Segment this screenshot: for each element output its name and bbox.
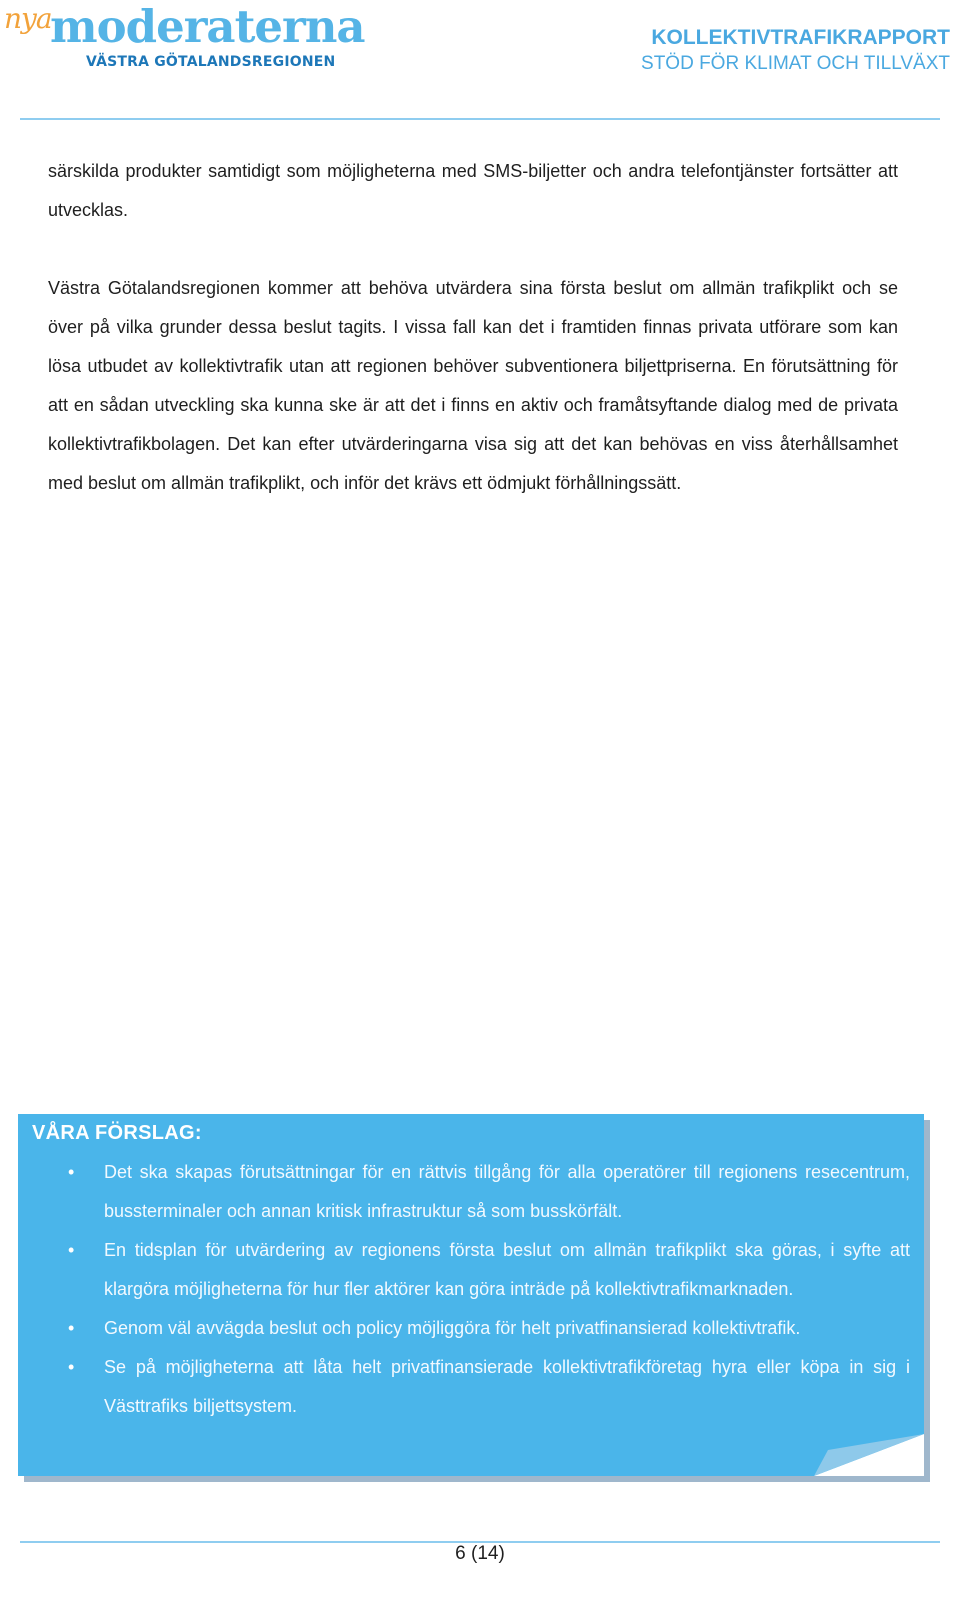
list-item	[32, 1153, 910, 1231]
proposal-text: Genom väl avvägda beslut och policy möjliggöra för helt privatfinansierad kollektivtrafik.	[104, 1318, 801, 1338]
page-number: 6 (14)	[455, 1543, 505, 1564]
bullet-icon: •	[68, 1162, 75, 1182]
bullet-icon: •	[68, 1357, 75, 1377]
logo-prefix: nya	[4, 2, 52, 35]
bullet-icon: •	[68, 1318, 75, 1338]
proposal-text: Se på möjligheterna att låta helt privatfinansierade kollektivtrafikföretag hyra eller köpa in sig i Västtrafiks biljettsystem.	[104, 1357, 910, 1416]
header-divider	[20, 118, 940, 120]
report-subtitle: STÖD FÖR KLIMAT OCH TILLVÄXT	[641, 53, 950, 74]
list-item	[32, 1348, 910, 1426]
report-title: KOLLEKTIVTRAFIKRAPPORT	[651, 26, 950, 49]
page-curl-corner	[814, 1434, 924, 1476]
proposals-title: VÅRA FÖRSLAG:	[32, 1122, 202, 1144]
list-item	[32, 1231, 910, 1309]
body-paragraph: särskilda produkter samtidigt som möjligheterna med SMS-biljetter och andra telefontjänster fortsätter att utvecklas.	[48, 161, 898, 220]
proposal-text: En tidsplan för utvärdering av regionens första beslut om allmän trafikplikt ska göras, i syfte att klargöra möjligheterna för hur fler aktörer kan göra inträde på kollektivtrafikmarknaden.	[104, 1240, 910, 1299]
logo-wordmark: moderaterna	[50, 0, 365, 53]
bullet-icon: •	[68, 1240, 75, 1260]
body-paragraph: Västra Götalandsregionen kommer att behöva utvärdera sina första beslut om allmän trafikplikt och se över på vilka grunder dessa beslut tagits. I vissa fall kan det i framtiden finnas privata utförare som kan lösa utbudet av kollektivtrafik utan att regionen behöver subventionera biljettpriserna. En förutsättning för att en sådan utveckling ska kunna ske är att det i finns en aktiv och framåtsyftande dialog med de privata kollektivtrafikbolagen. Det kan efter utvärderingarna visa sig att det kan behövas en viss återhållsamhet med beslut om allmän trafikplikt, och inför det krävs ett ödmjukt förhållningssätt.	[48, 278, 898, 493]
logo-region: VÄSTRA GÖTALANDSREGIONEN	[86, 54, 336, 70]
moderaterna-logo	[0, 0, 365, 80]
list-item	[32, 1309, 910, 1348]
proposals-list	[32, 1153, 910, 1426]
proposal-text: Det ska skapas förutsättningar för en rättvis tillgång för alla operatörer till regionens resecentrum, bussterminaler och annan kritisk infrastruktur så som busskörfält.	[104, 1162, 910, 1221]
